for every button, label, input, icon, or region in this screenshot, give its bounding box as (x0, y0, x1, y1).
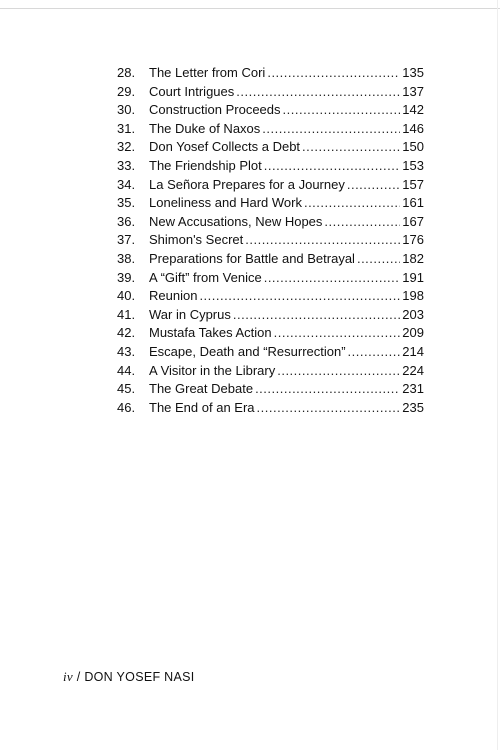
page-number: 150 (402, 139, 424, 155)
dot-leader (274, 324, 401, 343)
chapter-title: Don Yosef Collects a Debt (149, 139, 301, 155)
page-number: 203 (402, 306, 424, 322)
dot-leader (302, 138, 400, 157)
page-number: 142 (402, 102, 424, 118)
page-number: 182 (402, 250, 424, 266)
toc-entry[interactable] (117, 287, 424, 306)
chapter-title: New Accusations, New Hopes (149, 213, 323, 229)
chapter-number: 30. (117, 102, 136, 118)
toc-entry[interactable] (117, 194, 424, 213)
toc-entry[interactable] (117, 362, 424, 381)
chapter-number: 42. (117, 325, 136, 341)
toc-entry[interactable] (117, 213, 424, 232)
page-number: 198 (402, 288, 424, 304)
chapter-number: 31. (117, 120, 136, 136)
chapter-title: The Letter from Cori (149, 65, 266, 80)
page-number: 235 (402, 399, 424, 415)
page-number: 214 (402, 343, 424, 359)
chapter-number: 44. (117, 362, 136, 378)
dot-leader (245, 231, 400, 250)
dot-leader (348, 343, 401, 362)
dot-leader (304, 194, 400, 213)
chapter-number: 45. (117, 381, 136, 397)
toc-entry[interactable] (117, 176, 424, 195)
chapter-title: Preparations for Battle and Betrayal (149, 250, 355, 266)
chapter-number: 43. (117, 343, 136, 359)
page-number: 153 (402, 157, 424, 173)
dot-leader (357, 250, 400, 269)
dot-leader (277, 362, 400, 381)
table-of-contents (117, 64, 424, 417)
chapter-title: Mustafa Takes Action (149, 325, 272, 341)
chapter-title: The Great Debate (149, 381, 254, 397)
chapter-number: 32. (117, 139, 136, 155)
toc-entry[interactable] (117, 324, 424, 343)
chapter-title: War in Cyprus (149, 306, 231, 322)
chapter-number: 34. (117, 176, 136, 192)
chapter-title: Loneliness and Hard Work (149, 195, 302, 211)
toc-entry[interactable] (117, 306, 424, 325)
chapter-title: The Duke of Naxos (149, 120, 261, 136)
right-page-edge (497, 0, 498, 750)
dot-leader (236, 83, 400, 102)
toc-entry[interactable] (117, 250, 424, 269)
page-number: 167 (402, 213, 424, 229)
chapter-title: La Señora Prepares for a Journey (149, 176, 345, 192)
page-numeral: iv (63, 669, 73, 684)
page-number: 157 (402, 176, 424, 192)
page-number: 209 (402, 325, 424, 341)
page-number: 161 (402, 195, 424, 211)
toc-entry[interactable] (117, 83, 424, 102)
page-number: 224 (402, 362, 424, 378)
toc-entry[interactable] (117, 380, 424, 399)
chapter-number: 37. (117, 232, 136, 248)
dot-leader (199, 287, 400, 306)
toc-entry[interactable] (117, 120, 424, 139)
dot-leader (324, 213, 400, 232)
chapter-title: Construction Proceeds (149, 102, 281, 118)
page-number: 137 (402, 83, 424, 99)
book-title: DON YOSEF NASI (84, 670, 195, 684)
dot-leader (233, 306, 400, 325)
dot-leader (264, 157, 401, 176)
chapter-title: The Friendship Plot (149, 157, 262, 173)
toc-entry[interactable] (117, 101, 424, 120)
chapter-number: 40. (117, 288, 136, 304)
chapter-title: Reunion (149, 288, 198, 304)
page-number: 191 (402, 269, 424, 285)
dot-leader (262, 120, 400, 139)
page-number: 146 (402, 120, 424, 136)
chapter-number: 36. (117, 213, 136, 229)
chapter-number: 33. (117, 157, 136, 173)
chapter-number: 39. (117, 269, 136, 285)
toc-entry[interactable] (117, 64, 424, 83)
dot-leader (264, 269, 401, 288)
chapter-title: Court Intrigues (149, 83, 235, 99)
toc-entry[interactable] (117, 157, 424, 176)
chapter-number: 41. (117, 306, 136, 322)
dot-leader (347, 176, 400, 195)
chapter-title: Escape, Death and “Resurrection” (149, 343, 346, 359)
top-edge-rule (0, 8, 500, 9)
chapter-number: 38. (117, 250, 136, 266)
page-number: 231 (402, 381, 424, 397)
page-number: 135 (402, 65, 424, 80)
chapter-title: Shimon's Secret (149, 232, 244, 248)
chapter-number: 46. (117, 399, 136, 415)
dot-leader (257, 399, 401, 418)
toc-entry[interactable] (117, 399, 424, 418)
footer-separator: / (72, 670, 85, 684)
dot-leader (267, 64, 400, 83)
dot-leader (255, 380, 400, 399)
toc-entry[interactable] (117, 269, 424, 288)
chapter-number: 35. (117, 195, 136, 211)
toc-entry[interactable] (117, 231, 424, 250)
chapter-title: The End of an Era (149, 399, 255, 415)
chapter-title: A Visitor in the Library (149, 362, 276, 378)
chapter-title: A “Gift” from Venice (149, 269, 262, 285)
running-footer (63, 669, 195, 685)
toc-entry[interactable] (117, 138, 424, 157)
chapter-number: 28. (117, 65, 136, 80)
page-number: 176 (402, 232, 424, 248)
dot-leader (283, 101, 401, 120)
chapter-number: 29. (117, 83, 136, 99)
toc-entry[interactable] (117, 343, 424, 362)
